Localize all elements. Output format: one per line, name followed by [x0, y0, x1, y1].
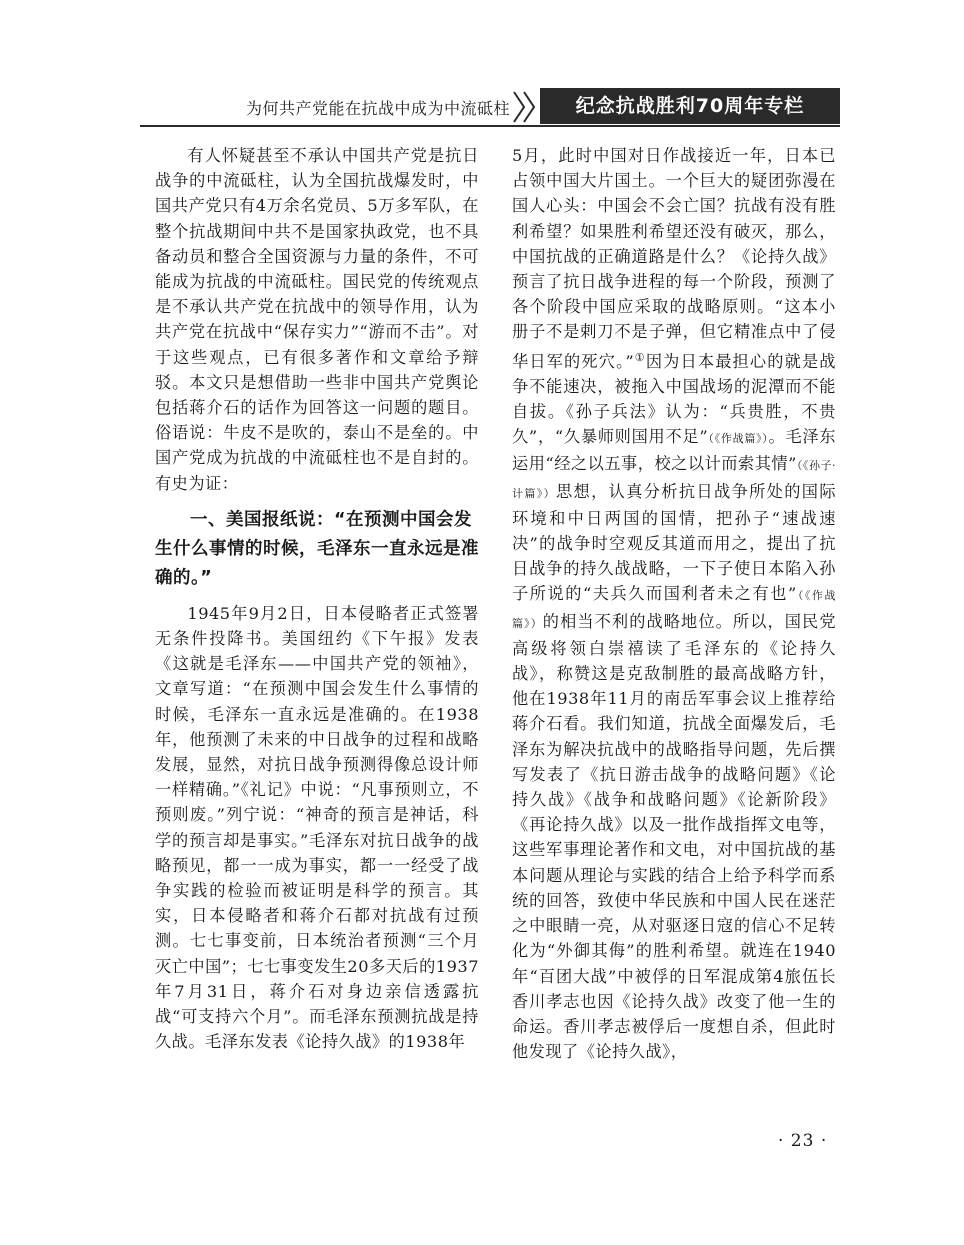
- inline-citation: （《作战篇》）: [708, 432, 769, 446]
- footnote-marker: ①: [634, 350, 646, 364]
- article-running-title: 为何共产党能在抗战中成为中流砥柱: [245, 99, 510, 118]
- inline-citation: （《作战篇》）: [512, 589, 836, 630]
- text-run: 因为日本最担心的就是战争不能速决，被拖入中国战场的泥潭而不能自拔。《孙子兵法》认为：“兵贵胜，不贵久”，“久暴师则国用不足”: [512, 351, 836, 447]
- header-rule: [140, 125, 840, 127]
- text-run: 。毛泽东运用“经之以五事，校之以计而索其情”: [512, 427, 837, 474]
- section-heading: 一、美国报纸说：“在预测中国会发生什么事情的时候，毛泽东一直永远是准确的。”: [155, 509, 479, 588]
- page-number: · 23 ·: [778, 1131, 828, 1151]
- body-paragraph: 1945年9月2日，日本侵略者正式签署无条件投降书。美国纽约《下午报》发表《这就是毛泽东——中国共产党的领袖》，文章写道：“在预测中国会发生什么事情的时候，毛泽东一直永远是准确的。在1938年，他预测了未来的中日战争的过程和战略发展，显然，对抗日战争预测得像总设计师一样精确。”《礼记》中说：“凡事预则立，不预则废。”列宁说：“神奇的预言是神话，科学的预言却是事实。”毛泽东对抗日战争的战略预见，都一一成为事实，都一一经受了战争实践的检验而被证明是科学的预言。其实，日本侵略者和蒋介石都对抗战有过预测。七七事变前，日本统治者预测“三个月灭亡中国”；七七事变发生20多天后的1937年7月31日，蒋介石对身边亲信透露抗战“可支持六个月”。而毛泽东预测抗战是持久战。毛泽东发表《论持久战》的1938年: [155, 603, 479, 1052]
- left-column: [155, 143, 479, 1055]
- text-run: 的相当不利的战略地位。所以，国民党高级将领白崇禧读了毛泽东的《论持久战》，称赞这是克敌制胜的最高战略方针，他在1938年11月的南岳军事会议上推荐给蒋介石看。我们知道，抗战全面爆发后，毛泽东为解决抗战中的战略指导问题，先后撰写发表了《抗日游击战争的战略问题》《论持久战》《战争和战略问题》《论新阶段》《再论持久战》以及一批作战指挥文电等，这些军事理论著作和文电，对中国抗战的基本问题从理论与实践的结合上给予科学而系统的回答，致使中华民族和中国人民在迷茫之中眼睛一亮，从对驱逐日寇的信心不足转化为“外御其侮”的胜利希望。就连在1940年“百团大战”中被俘的日军混成第4旅伍长香川孝志也因《论持久战》改变了他一生的命运。香川孝志被俘后一度想自杀，但此时他发现了《论持久战》，: [512, 611, 837, 1062]
- text-run: 5月，此时中国对日作战接近一年，日本已占领中国大片国土。一个巨大的疑团弥漫在国人心头：中国会不会亡国？抗战有没有胜利希望？如果胜利希望还没有破灭，那么，中国抗战的正确道路是什么？《论持久战》预言了抗日战争进程的每一个阶段，预测了各个阶段中国应采取的战略原则。“这本小册子不是剌刀不是子弹，但它精准点中了侵华日军的死穴。”: [512, 146, 836, 371]
- right-column: [512, 143, 836, 1064]
- inline-citation: （《孙子·计篇》）: [512, 459, 836, 500]
- text-run: 思想，认真分析抗日战争所处的国际环境和中日两国的国情，把孙子“速战速决”的战争时空观反其道而用之，提出了抗日战争的持久战战略，一下子使日本陷入孙子所说的“夫兵久而国利者未之有也”: [512, 481, 837, 604]
- double-chevron-icon: [512, 90, 540, 124]
- continued-paragraph: [512, 143, 836, 1064]
- column-banner: 纪念抗战胜利70周年专栏: [540, 88, 840, 124]
- intro-paragraph: 有人怀疑甚至不承认中国共产党是抗日战争的中流砥柱，认为全国抗战爆发时，中国共产党只有4万余名党员、5万多军队，在整个抗战期间中共不是国家执政党，也不具备动员和整合全国资源与力量的条件，不可能成为抗战的中流砥柱。国民党的传统观点是不承认共产党在抗战中的领导作用，认为共产党在抗战中“保存实力”“游而不击”。对于这些观点，已有很多著作和文章给予辩驳。本文只是想借助一些非中国共产党舆论包括蒋介石的话作为回答这一问题的题目。俗语说：牛皮不是吹的，泰山不是垒的。中国产党成为抗战的中流砥柱也不是自封的。有史为证：: [155, 146, 479, 493]
- running-header: [140, 88, 840, 126]
